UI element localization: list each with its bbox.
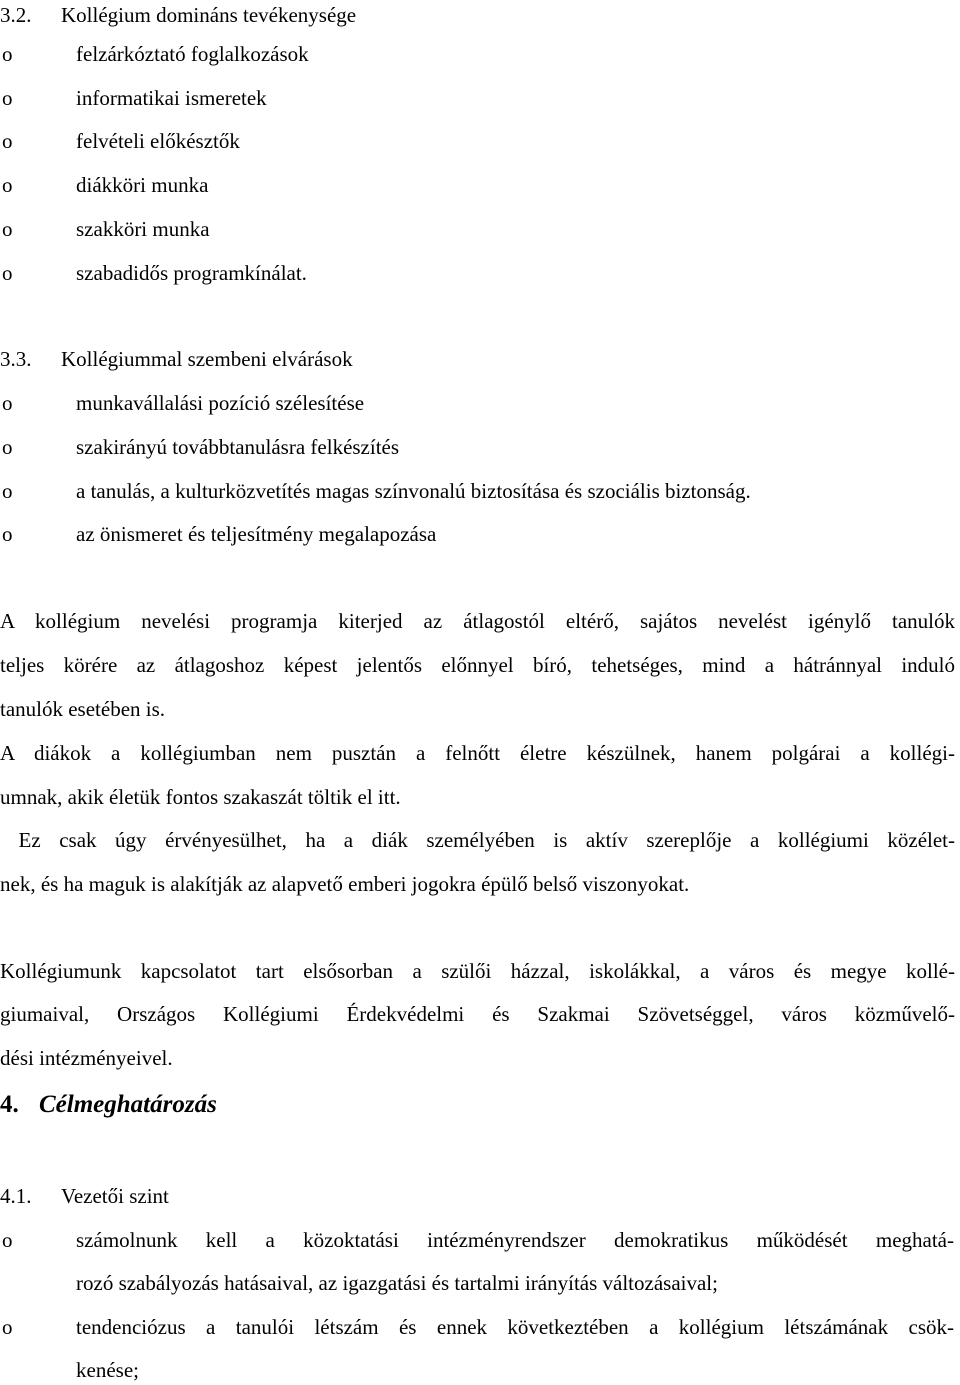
section-number: 4.1. — [0, 1184, 32, 1208]
list-item-text: kenése; — [76, 1358, 139, 1382]
section-heading-3-2 — [0, 0, 956, 30]
list-item — [0, 170, 956, 200]
section-number: 3.3. — [0, 347, 32, 371]
list-item — [0, 39, 956, 69]
list-item-continuation — [0, 1355, 956, 1385]
section-title: Kollégiummal szembeni elvárások — [61, 347, 353, 371]
list-item-text: az önismeret és teljesítmény megalapozása — [76, 522, 437, 546]
paragraph-line: Kollégiumunk kapcsolatot tart elsősorban a szülői házzal, iskolákkal, a város és megye kollé- — [0, 959, 955, 983]
paragraph-line: teljes körére az átlagoshoz képest jelentős előnnyel bíró, tehetséges, mind a hátránnyal induló — [0, 653, 955, 677]
bullet-marker: o — [2, 86, 13, 110]
list-item-text: tendenciózus a tanulói létszám és ennek következtében a kollégium létszámának csök- — [76, 1315, 954, 1339]
bullet-marker: o — [2, 129, 13, 153]
bullet-marker: o — [2, 42, 13, 66]
paragraph-line: A diákok a kollégiumban nem pusztán a felnőtt életre készülnek, hanem polgárai a kollégi- — [0, 741, 955, 765]
list-item-text: rozó szabályozás hatásaival, az igazgatási és tartalmi irányítás változásaival; — [76, 1271, 718, 1295]
list-item — [0, 258, 956, 288]
list-item — [0, 476, 956, 506]
paragraph-line: umnak, akik életük fontos szakaszát töltik el itt. — [0, 785, 401, 809]
bullet-marker: o — [2, 435, 13, 459]
paragraph-line: giumaival, Országos Kollégiumi Érdekvédelmi és Szakmai Szövetséggel, város közművelő- — [0, 1002, 955, 1026]
section-heading-4-1 — [0, 1181, 956, 1211]
chapter-title: Célmeghatározás — [39, 1091, 217, 1118]
bullet-marker: o — [2, 479, 13, 503]
bullet-marker: o — [2, 391, 13, 415]
paragraph-line: dési intézményeivel. — [0, 1046, 173, 1070]
section-title: Vezetői szint — [61, 1184, 169, 1208]
bullet-marker: o — [2, 173, 13, 197]
list-item — [0, 83, 956, 113]
bullet-marker: o — [2, 522, 13, 546]
paragraph-line: Ez csak úgy érvényesülhet, ha a diák személyében is aktív szereplője a kollégiumi közélet- — [0, 828, 955, 852]
paragraph-line: tanulók esetében is. — [0, 697, 166, 721]
paragraph-line: A kollégium nevelési programja kiterjed az átlagostól eltérő, sajátos nevelést igénylő tanulók — [0, 609, 955, 633]
list-item — [0, 1225, 956, 1255]
section-heading-3-3 — [0, 344, 956, 374]
list-item — [0, 126, 956, 156]
chapter-number: 4. — [0, 1091, 19, 1118]
list-item-continuation — [0, 1268, 956, 1298]
list-item-text: a tanulás, a kulturközvetítés magas színvonalú biztosítása és szociális biztonság. — [76, 479, 751, 503]
list-item-text: informatikai ismeretek — [76, 86, 267, 110]
list-item-text: szabadidős programkínálat. — [76, 261, 307, 285]
list-item — [0, 1312, 956, 1342]
list-item-text: diákköri munka — [76, 173, 209, 197]
list-item-text: számolnunk kell a közoktatási intézményrendszer demokratikus működését meghatá- — [76, 1228, 954, 1252]
list-item-text: felzárkóztató foglalkozások — [76, 42, 309, 66]
list-item — [0, 388, 956, 418]
list-item — [0, 432, 956, 462]
list-item-text: munkavállalási pozíció szélesítése — [76, 391, 365, 415]
list-item-text: szakköri munka — [76, 217, 210, 241]
list-item — [0, 519, 956, 549]
list-item-text: felvételi előkésztők — [76, 129, 240, 153]
bullet-marker: o — [2, 261, 13, 285]
chapter-heading-4 — [0, 1088, 956, 1122]
paragraph-line: nek, és ha maguk is alakítják az alapvető emberi jogokra épülő belső viszonyokat. — [0, 872, 690, 896]
list-item — [0, 214, 956, 244]
section-title: Kollégium domináns tevékenysége — [61, 3, 357, 27]
list-item-text: szakirányú továbbtanulásra felkészítés — [76, 435, 400, 459]
bullet-marker: o — [2, 1228, 13, 1252]
section-number: 3.2. — [0, 3, 32, 27]
bullet-marker: o — [2, 217, 13, 241]
bullet-marker: o — [2, 1315, 13, 1339]
